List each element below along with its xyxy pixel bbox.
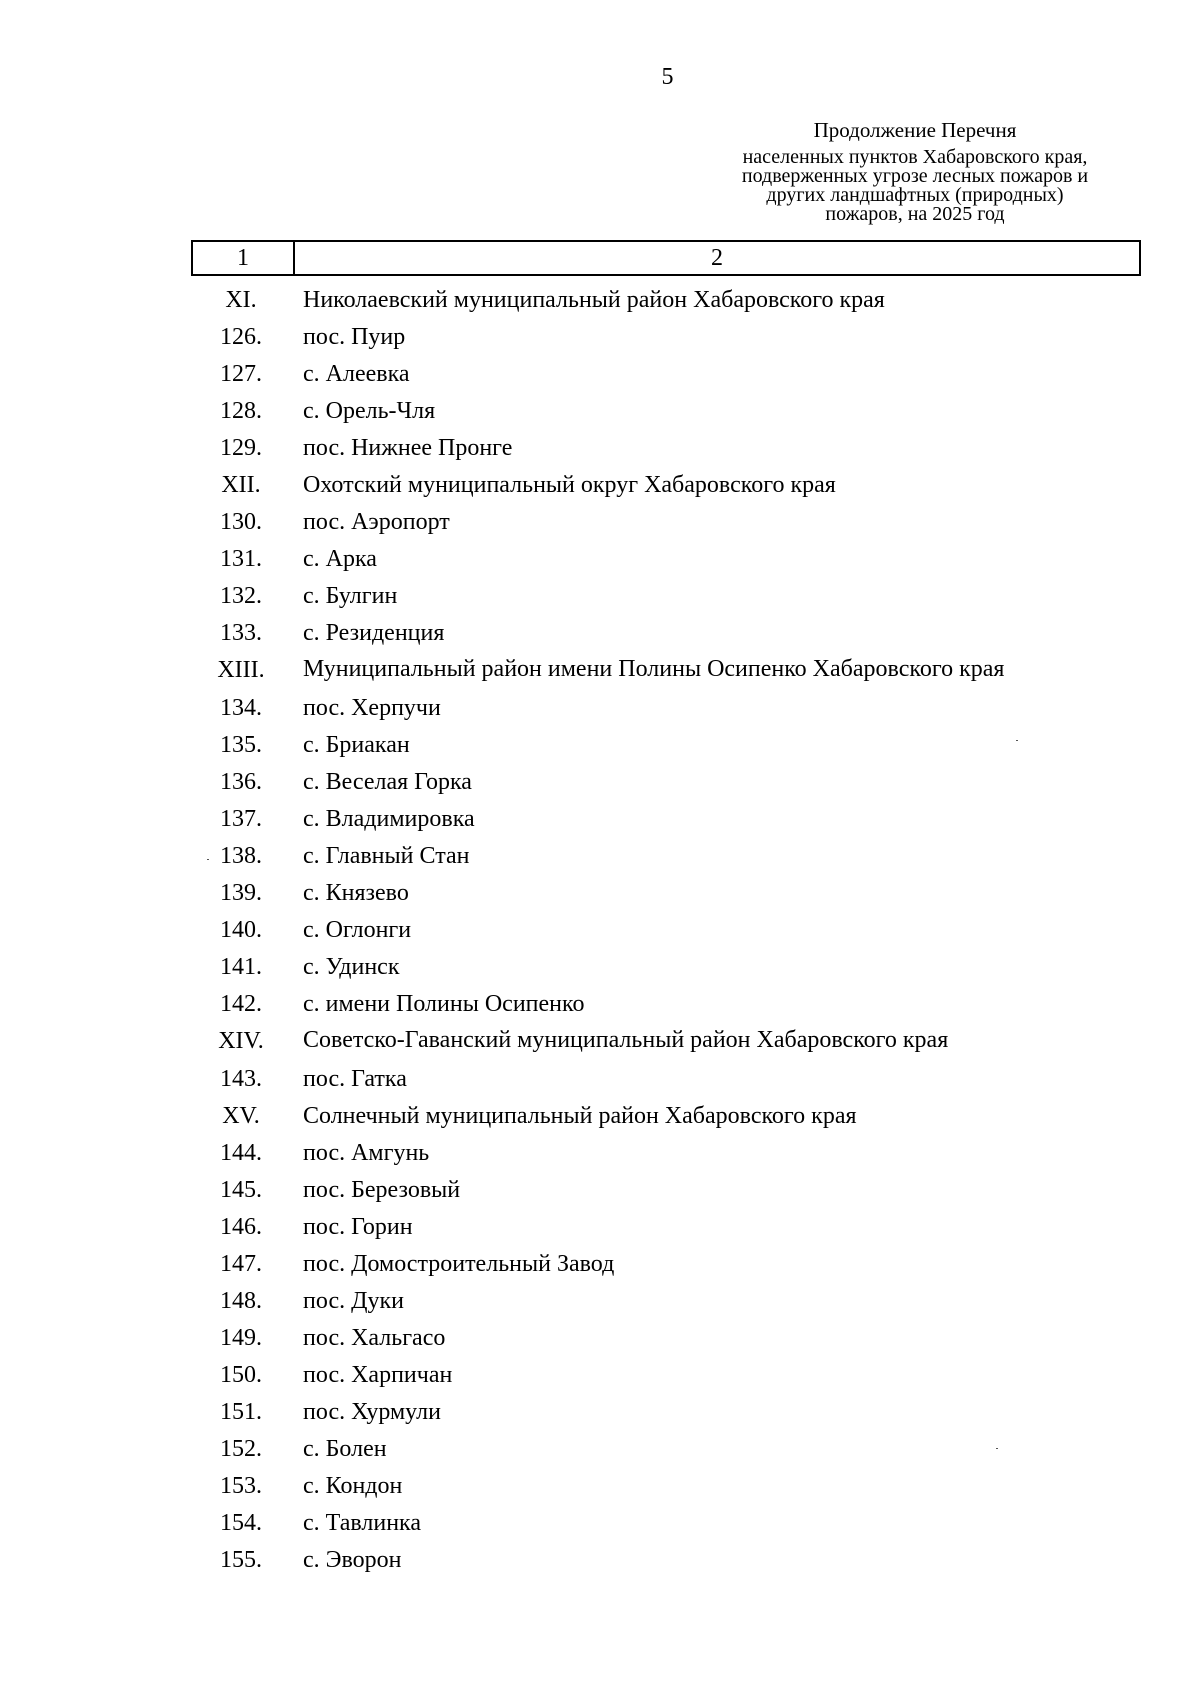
row-number: 133. — [220, 620, 262, 646]
table-row — [191, 1395, 1141, 1432]
row-number: 151. — [220, 1399, 262, 1425]
settlement-name: Муниципальный район имени Полины Осипенко Хабаровского края — [303, 656, 1005, 682]
table-row — [191, 1321, 1141, 1358]
table-row — [191, 839, 1141, 876]
table-row — [191, 320, 1141, 357]
settlement-name: с. Эворон — [303, 1547, 402, 1573]
settlement-name: с. Князево — [303, 880, 409, 906]
row-number: XIV. — [218, 1028, 264, 1054]
row-number: 150. — [220, 1362, 262, 1388]
settlement-name: Солнечный муниципальный район Хабаровского края — [303, 1103, 857, 1129]
table-row — [191, 1247, 1141, 1284]
table-row — [191, 542, 1141, 579]
row-number: 155. — [220, 1547, 262, 1573]
column-1-header: 1 — [193, 242, 295, 274]
row-number: XII. — [221, 472, 261, 498]
table-row — [191, 691, 1141, 728]
settlement-name: с. Владимировка — [303, 806, 475, 832]
settlement-name: Советско-Гаванский муниципальный район Хабаровского края — [303, 1027, 949, 1053]
settlement-name: с. Главный Стан — [303, 843, 470, 869]
row-number: XV. — [222, 1103, 260, 1129]
table-row — [191, 802, 1141, 839]
row-number: 146. — [220, 1214, 262, 1240]
table-row — [191, 1210, 1141, 1247]
table-row — [191, 1469, 1141, 1506]
table-row — [191, 1358, 1141, 1395]
page-number: 5 — [661, 64, 674, 90]
table-row — [191, 616, 1141, 653]
table-row — [191, 653, 1141, 691]
settlement-name: пос. Гатка — [303, 1066, 407, 1092]
table-row — [191, 987, 1141, 1024]
settlement-name: пос. Дуки — [303, 1288, 404, 1314]
settlement-name: пос. Горин — [303, 1214, 413, 1240]
row-number: 152. — [220, 1436, 262, 1462]
row-number: 139. — [220, 880, 262, 906]
settlement-name: Николаевский муниципальный район Хабаровского края — [303, 287, 885, 313]
table-row — [191, 1284, 1141, 1321]
row-number: 131. — [220, 546, 262, 572]
header-line: других ландшафтных (природных) — [766, 184, 1064, 206]
settlement-name: с. имени Полины Осипенко — [303, 991, 585, 1017]
table-row — [191, 1099, 1141, 1136]
row-number: 128. — [220, 398, 262, 424]
row-number: XI. — [225, 287, 257, 313]
settlement-name: с. Алеевка — [303, 361, 410, 387]
settlement-name: пос. Нижнее Пронге — [303, 435, 513, 461]
row-number: 129. — [220, 435, 262, 461]
row-number: XIII. — [217, 657, 265, 683]
row-number: 143. — [220, 1066, 262, 1092]
table-column-header — [191, 240, 1141, 276]
header-title: Продолжение Перечня — [813, 118, 1017, 142]
table-row — [191, 913, 1141, 950]
header-line: подверженных угрозе лесных пожаров и — [741, 165, 1089, 187]
scan-speck — [207, 859, 209, 860]
table-row — [191, 1062, 1141, 1099]
settlement-name: с. Кондон — [303, 1473, 403, 1499]
row-number: 153. — [220, 1473, 262, 1499]
table-row — [191, 1136, 1141, 1173]
table-row — [191, 468, 1141, 505]
row-number: 144. — [220, 1140, 262, 1166]
settlement-name: Охотский муниципальный округ Хабаровского края — [303, 472, 836, 498]
table-row — [191, 1506, 1141, 1543]
row-number: 137. — [220, 806, 262, 832]
row-number: 149. — [220, 1325, 262, 1351]
row-number: 136. — [220, 769, 262, 795]
row-number: 138. — [220, 843, 262, 869]
settlement-name: пос. Амгунь — [303, 1140, 430, 1166]
settlement-name: с. Булгин — [303, 583, 398, 609]
row-number: 127. — [220, 361, 262, 387]
row-number: 126. — [220, 324, 262, 350]
settlement-name: с. Удинск — [303, 954, 400, 980]
settlement-name: пос. Домостроительный Завод — [303, 1251, 615, 1277]
settlement-name: с. Бриакан — [303, 732, 410, 758]
settlement-name: пос. Херпучи — [303, 695, 441, 721]
settlement-name: пос. Харпичан — [303, 1362, 453, 1388]
table-row — [191, 765, 1141, 802]
settlement-name: пос. Аэропорт — [303, 509, 450, 535]
table-row — [191, 876, 1141, 913]
settlement-name: с. Арка — [303, 546, 377, 572]
scan-speck — [1016, 740, 1018, 741]
settlement-name: с. Тавлинка — [303, 1510, 421, 1536]
settlement-name: с. Оглонги — [303, 917, 412, 943]
table-row — [191, 283, 1141, 320]
header-line: пожаров, на 2025 год — [825, 203, 1005, 225]
row-number: 140. — [220, 917, 262, 943]
row-number: 141. — [220, 954, 262, 980]
header-line: населенных пунктов Хабаровского края, — [742, 146, 1088, 168]
table-row — [191, 1173, 1141, 1210]
row-number: 147. — [220, 1251, 262, 1277]
scan-speck — [996, 1448, 998, 1449]
table-row — [191, 357, 1141, 394]
settlement-name: с. Резиденция — [303, 620, 445, 646]
settlement-name: с. Орель-Чля — [303, 398, 436, 424]
row-number: 134. — [220, 695, 262, 721]
table-row — [191, 950, 1141, 987]
table-row — [191, 1432, 1141, 1469]
table-row — [191, 1024, 1141, 1062]
table-row — [191, 505, 1141, 542]
row-number: 142. — [220, 991, 262, 1017]
row-number: 130. — [220, 509, 262, 535]
table-row — [191, 394, 1141, 431]
settlement-name: с. Болен — [303, 1436, 387, 1462]
settlement-name: пос. Хурмули — [303, 1399, 441, 1425]
row-number: 132. — [220, 583, 262, 609]
column-2-header: 2 — [711, 245, 723, 271]
document-header — [700, 118, 1130, 224]
table-row — [191, 1543, 1141, 1580]
settlements-list — [191, 283, 1141, 1580]
row-number: 145. — [220, 1177, 262, 1203]
settlement-name: с. Веселая Горка — [303, 769, 472, 795]
table-row — [191, 431, 1141, 468]
settlement-name: пос. Пуир — [303, 324, 406, 350]
settlement-name: пос. Хальгасо — [303, 1325, 446, 1351]
row-number: 148. — [220, 1288, 262, 1314]
table-row — [191, 579, 1141, 616]
row-number: 135. — [220, 732, 262, 758]
table-row — [191, 728, 1141, 765]
row-number: 154. — [220, 1510, 262, 1536]
settlement-name: пос. Березовый — [303, 1177, 461, 1203]
